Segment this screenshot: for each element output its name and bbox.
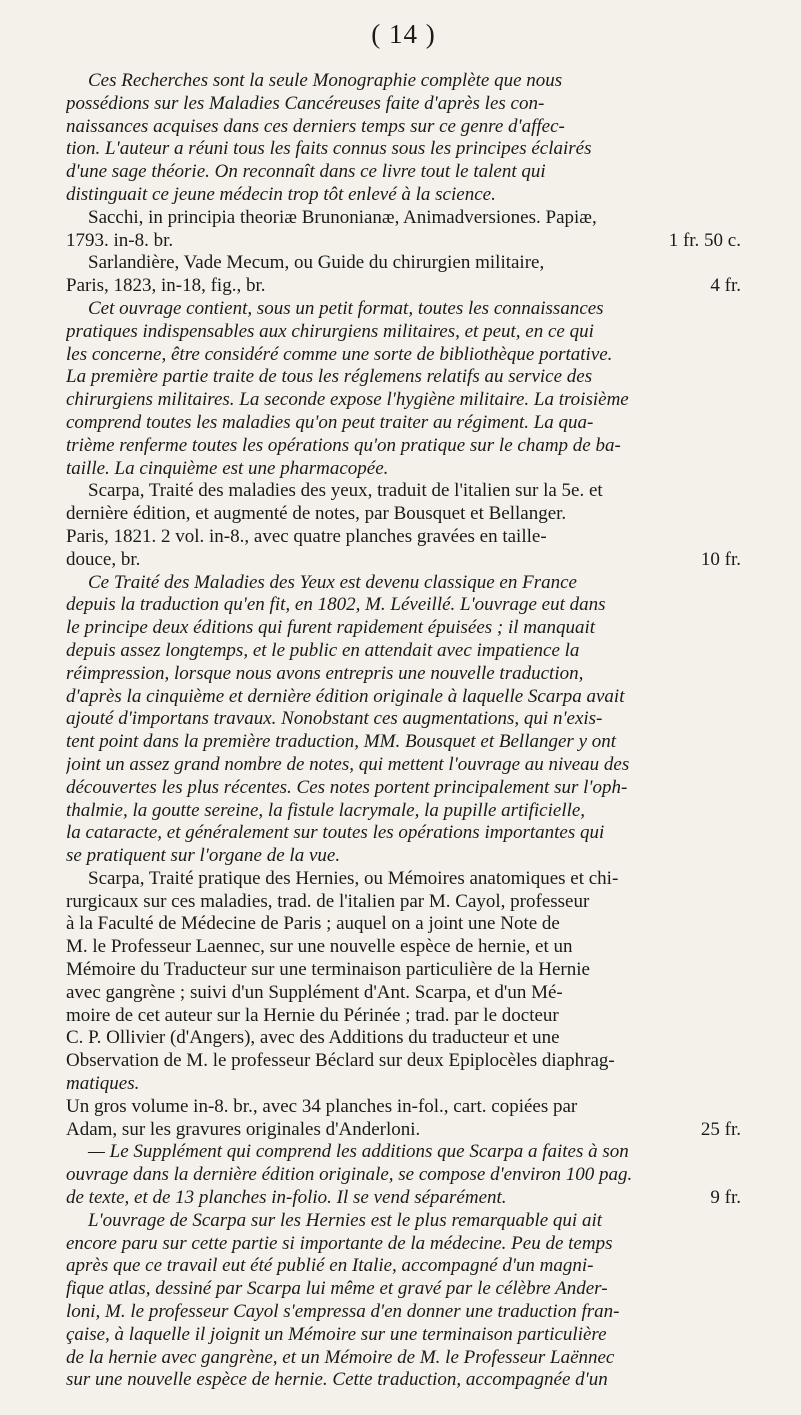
line-text: dernière édition, et augmenté de notes, par Bousquet et Bellanger. <box>66 503 567 525</box>
line-text: d'après la cinquième et dernière édition originale à laquelle Scarpa avait <box>66 685 625 707</box>
line-text: de texte, et de 13 planches in-folio. Il se vend séparément. <box>66 1187 507 1209</box>
text-line <box>66 572 741 595</box>
line-text: après que ce travail eut été publié en Italie, accompagné d'un magni- <box>66 1255 594 1277</box>
line-text: comprend toutes les maladies qu'on peut traiter au régiment. La qua- <box>66 411 594 433</box>
line-text: Paris, 1821. 2 vol. in-8., avec quatre planches gravées en taille- <box>66 525 547 547</box>
text-line <box>66 230 741 253</box>
text-line <box>66 526 741 549</box>
text-line <box>66 913 741 936</box>
line-text: ouvrage dans la dernière édition originale, se compose d'environ 100 pag. <box>66 1164 633 1186</box>
text-line <box>66 731 741 754</box>
line-text: Sarlandière, Vade Mecum, ou Guide du chirurgien militaire, <box>88 252 545 274</box>
text-line <box>66 480 741 503</box>
line-text: depuis assez longtemps, et le public en attendait avec impatience la <box>66 639 580 661</box>
line-text: Cet ouvrage contient, sous un petit format, toutes les connaissances <box>88 297 604 319</box>
text-line <box>66 594 741 617</box>
text-line <box>66 366 741 389</box>
line-text: Scarpa, Traité des maladies des yeux, traduit de l'italien sur la 5e. et <box>88 480 603 502</box>
text-line <box>66 982 741 1005</box>
line-text: les concerne, être considéré comme une sorte de bibliothèque portative. <box>66 343 613 365</box>
text-line <box>66 1096 741 1119</box>
line-text: ajouté d'importans travaux. Nonobstant ces augmentations, qui n'exis- <box>66 708 603 730</box>
price: 25 fr. <box>700 1118 741 1140</box>
text-line <box>66 93 741 116</box>
line-text: fique atlas, dessiné par Scarpa lui même et gravé par le célèbre Ander- <box>66 1278 608 1300</box>
text-line <box>66 1278 741 1301</box>
line-text: pratiques indispensables aux chirurgiens militaires, et peut, en ce qui <box>66 320 594 342</box>
text-line <box>66 1027 741 1050</box>
text-line <box>66 1141 741 1164</box>
text-line <box>66 1324 741 1347</box>
text-line <box>66 412 741 435</box>
text-line <box>66 1347 741 1370</box>
page-number: ( 14 ) <box>371 19 436 49</box>
text-line <box>66 1073 741 1096</box>
line-text: douce, br. <box>66 548 141 570</box>
line-text: encore paru sur cette partie si importante de la médecine. Peu de temps <box>66 1232 613 1254</box>
text-line <box>66 549 741 572</box>
line-text: 1793. in-8. br. <box>66 229 174 251</box>
text-line <box>66 252 741 275</box>
text-line <box>66 1164 741 1187</box>
line-text: distinguait ce jeune médecin trop tôt enlevé à la science. <box>66 183 496 205</box>
text-line <box>66 161 741 184</box>
text-line <box>66 344 741 367</box>
line-text: d'une sage théorie. On reconnaît dans ce livre tout le talent qui <box>66 161 546 183</box>
text-line <box>66 1369 741 1392</box>
text-line <box>66 70 741 93</box>
price: 9 fr. <box>710 1187 741 1209</box>
text-line <box>66 686 741 709</box>
line-text: M. le Professeur Laennec, sur une nouvelle espèce de hernie, et un <box>66 936 573 958</box>
text-line <box>66 1187 741 1210</box>
line-text: Sacchi, in principia theoriæ Brunonianæ, Animadversiones. Papiæ, <box>88 206 597 228</box>
text-line <box>66 1301 741 1324</box>
line-text: avec gangrène ; suivi d'un Supplément d'Ant. Scarpa, et d'un Mé- <box>66 981 563 1003</box>
line-text: La première partie traite de tous les réglemens relatifs au service des <box>66 366 593 388</box>
text-line <box>66 1005 741 1028</box>
line-text: tion. L'auteur a réuni tous les faits connus sous les principes éclairés <box>66 138 592 160</box>
line-text: taille. La cinquième est une pharmacopée. <box>66 457 389 479</box>
line-text: sur une nouvelle espèce de hernie. Cette traduction, accompagnée d'un <box>66 1369 608 1391</box>
line-text: matiques. <box>66 1073 140 1095</box>
line-text: loni, M. le professeur Cayol s'empressa d'en donner une traduction fran- <box>66 1301 620 1323</box>
text-line <box>66 207 741 230</box>
line-text: de la hernie avec gangrène, et un Mémoire de M. le Professeur Laënnec <box>66 1346 615 1368</box>
text-line <box>66 663 741 686</box>
line-text: Ce Traité des Maladies des Yeux est devenu classique en France <box>88 571 577 593</box>
line-text: Un gros volume in-8. br., avec 34 planches in-fol., cart. copiées par <box>66 1095 578 1117</box>
price: 4 fr. <box>710 275 741 297</box>
text-line <box>66 891 741 914</box>
text-line <box>66 868 741 891</box>
line-text: la cataracte, et généralement sur toutes les opérations importantes qui <box>66 822 605 844</box>
line-text: joint un assez grand nombre de notes, qui mettent l'ouvrage au niveau des <box>66 753 630 775</box>
text-line <box>66 116 741 139</box>
line-text: à la Faculté de Médecine de Paris ; auquel on a joint une Note de <box>66 913 560 935</box>
text-line <box>66 298 741 321</box>
line-text: Paris, 1823, in-18, fig., br. <box>66 275 266 297</box>
text-line <box>66 1255 741 1278</box>
text-line <box>66 1233 741 1256</box>
text-line <box>66 275 741 298</box>
text-line <box>66 389 741 412</box>
line-text: tent point dans la première traduction, MM. Bousquet et Bellanger y ont <box>66 731 617 753</box>
line-text: rurgicaux sur ces maladies, trad. de l'italien par M. Cayol, professeur <box>66 890 590 912</box>
catalogue-text <box>66 70 741 1392</box>
line-text: L'ouvrage de Scarpa sur les Hernies est le plus remarquable qui ait <box>88 1209 603 1231</box>
line-text: Ces Recherches sont la seule Monographie complète que nous <box>88 70 563 91</box>
line-text: C. P. Ollivier (d'Angers), avec des Additions du traducteur et une <box>66 1027 560 1049</box>
text-line <box>66 321 741 344</box>
text-line <box>66 503 741 526</box>
line-text: Adam, sur les gravures originales d'Anderloni. <box>66 1118 421 1140</box>
line-text: le principe deux éditions qui furent rapidement épuisées ; il manquait <box>66 617 596 639</box>
line-text: depuis la traduction qu'en fit, en 1802, M. Léveillé. L'ouvrage eut dans <box>66 594 606 616</box>
text-line <box>66 959 741 982</box>
text-line <box>66 435 741 458</box>
line-text: thalmie, la goutte sereine, la fistule lacrymale, la pupille artificielle, <box>66 799 586 821</box>
text-line <box>66 617 741 640</box>
line-text: Scarpa, Traité pratique des Hernies, ou Mémoires anatomiques et chi- <box>88 867 619 889</box>
text-line <box>66 800 741 823</box>
text-line <box>66 458 741 481</box>
price: 10 fr. <box>700 548 741 570</box>
line-text: chirurgiens militaires. La seconde expose l'hygiène militaire. La troisième <box>66 389 629 411</box>
text-line <box>66 138 741 161</box>
text-line <box>66 708 741 731</box>
line-text: possédions sur les Maladies Cancéreuses faite d'après les con- <box>66 92 545 114</box>
text-line <box>66 936 741 959</box>
line-text: trième renferme toutes les opérations qu'on pratique sur le champ de ba- <box>66 434 621 456</box>
text-line <box>66 640 741 663</box>
text-line <box>66 1050 741 1073</box>
line-text: découvertes les plus récentes. Ces notes portent principalement sur l'oph- <box>66 776 628 798</box>
text-line <box>66 754 741 777</box>
price: 1 fr. 50 c. <box>668 229 741 251</box>
line-text: çaise, à laquelle il joignit un Mémoire sur une terminaison particulière <box>66 1323 607 1345</box>
line-text: Observation de M. le professeur Béclard sur deux Epiplocèles diaphrag- <box>66 1050 615 1072</box>
text-line <box>66 184 741 207</box>
line-text: naissances acquises dans ces derniers temps sur ce genre d'affec- <box>66 115 565 137</box>
line-text: moire de cet auteur sur la Hernie du Périnée ; trad. par le docteur <box>66 1004 559 1026</box>
text-line <box>66 1119 741 1142</box>
text-line <box>66 777 741 800</box>
text-line <box>66 845 741 868</box>
text-line <box>66 822 741 845</box>
line-text: se pratiquent sur l'organe de la vue. <box>66 845 341 867</box>
line-text: Mémoire du Traducteur sur une terminaison particulière de la Hernie <box>66 959 590 981</box>
line-text: — Le Supplément qui comprend les additions que Scarpa a faites à son <box>88 1141 629 1163</box>
line-text: réimpression, lorsque nous avons entrepris une nouvelle traduction, <box>66 662 584 684</box>
text-line <box>66 1210 741 1233</box>
